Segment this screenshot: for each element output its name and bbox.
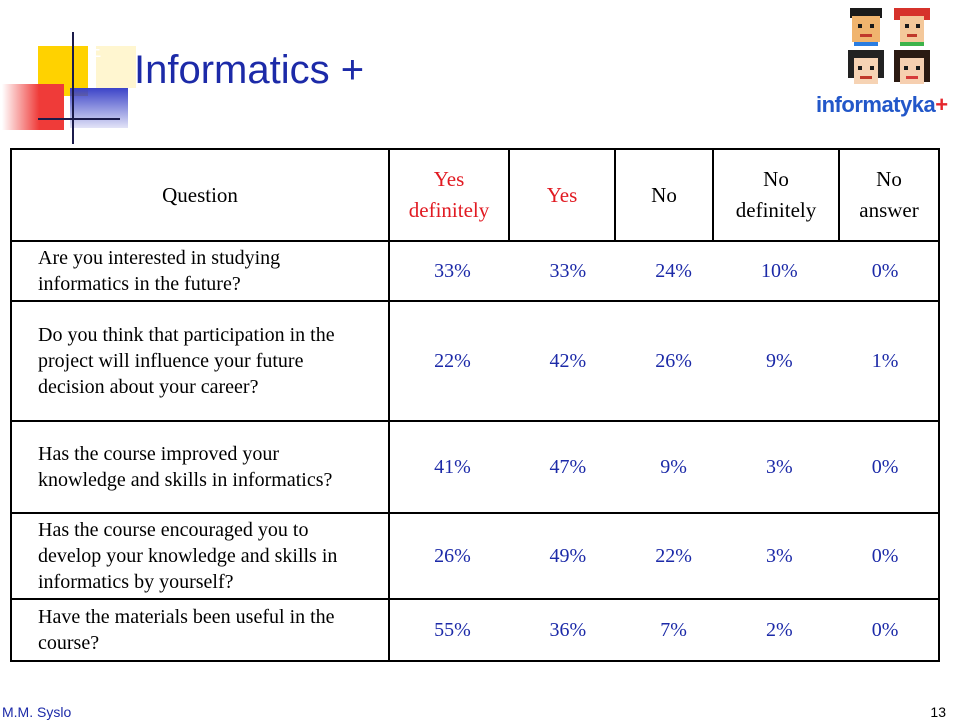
header-yes-definitely-line1: Yes — [433, 167, 465, 191]
question-cell — [11, 513, 389, 599]
face-icon-4 — [890, 48, 934, 88]
footer-page-number: 13 — [930, 704, 946, 720]
value-no: 9% — [660, 455, 687, 478]
value-yes-definitely: 33% — [434, 259, 471, 282]
table-row — [11, 599, 939, 661]
answers-cell — [389, 241, 939, 301]
value-yes: 33% — [549, 259, 587, 282]
table-row — [11, 513, 939, 599]
face-icon-2 — [890, 6, 934, 46]
decor-block-pale-yellow — [96, 46, 136, 88]
table-header-row — [11, 149, 939, 241]
table-row — [11, 301, 939, 421]
slide-title: Informatics + — [134, 48, 365, 92]
header-no-definitely — [713, 149, 839, 241]
value-yes: 36% — [549, 618, 587, 641]
question-line: Have the materials been useful in the — [38, 606, 335, 628]
question-cell — [11, 421, 389, 513]
decor-block-red — [2, 84, 64, 130]
header-no: No — [615, 149, 713, 241]
face-icon-3 — [844, 48, 888, 88]
header-no-answer-line2: answer — [859, 198, 919, 222]
question-line: Has the course encouraged you to — [38, 519, 309, 541]
question-line: Do you think that participation in the — [38, 324, 335, 346]
question-cell — [11, 241, 389, 301]
brand-wordmark — [816, 92, 948, 118]
brand-name: informatyka — [816, 92, 936, 117]
value-yes-definitely: 41% — [434, 455, 471, 478]
question-line: Has the course improved your — [38, 443, 280, 465]
question-line: develop your knowledge and skills in — [38, 545, 338, 567]
table-row — [11, 421, 939, 513]
brand-plus: + — [935, 92, 948, 117]
question-line: Are you interested in studying — [38, 247, 281, 269]
value-no-answer: 0% — [871, 618, 899, 641]
question-line: knowledge and skills in informatics? — [38, 469, 333, 491]
question-cell — [11, 599, 389, 661]
answers-cell — [389, 599, 939, 661]
header-no-answer-line1: No — [876, 167, 902, 191]
header-no-answer — [839, 149, 939, 241]
question-line: project will influence your future — [38, 350, 304, 372]
decor-block-blue — [70, 88, 128, 128]
value-no: 22% — [655, 544, 692, 567]
value-no-definitely: 9% — [766, 349, 793, 372]
question-cell — [11, 301, 389, 421]
value-no-definitely: 3% — [766, 455, 793, 478]
header-no-definitely-line2: definitely — [735, 198, 817, 222]
value-no-answer: 0% — [871, 455, 899, 478]
table-row — [11, 241, 939, 301]
question-line: informatics by yourself? — [38, 571, 234, 593]
header-question: Question — [11, 149, 389, 241]
footer-author: M.M. Syslo — [2, 704, 72, 720]
question-line: course? — [38, 632, 100, 654]
value-no: 24% — [655, 259, 692, 282]
value-no-definitely: 10% — [761, 259, 798, 282]
answers-cell — [389, 421, 939, 513]
value-yes: 47% — [549, 455, 587, 478]
question-line: decision about your career? — [38, 376, 259, 398]
question-line: informatics in the future? — [38, 273, 241, 295]
value-yes-definitely: 22% — [434, 349, 471, 372]
value-yes: 42% — [549, 349, 587, 372]
value-no-answer: 0% — [871, 544, 899, 567]
value-yes: 49% — [549, 544, 587, 567]
header-yes-definitely — [389, 149, 509, 241]
value-yes-definitely: 55% — [434, 618, 471, 641]
header-yes-definitely-line2: definitely — [408, 198, 490, 222]
value-yes-definitely: 26% — [434, 544, 471, 567]
decor-vertical-line — [72, 32, 74, 144]
answers-cell — [389, 301, 939, 421]
value-no-definitely: 2% — [766, 618, 793, 641]
value-no-answer: 0% — [871, 259, 899, 282]
decor-horizontal-line — [38, 118, 120, 120]
decor-letter: E — [88, 40, 102, 62]
value-no: 26% — [655, 349, 692, 372]
value-no-definitely: 3% — [766, 544, 793, 567]
value-no: 7% — [660, 618, 687, 641]
value-no-answer: 1% — [871, 349, 899, 372]
answers-cell — [389, 513, 939, 599]
survey-table — [10, 148, 940, 662]
header-yes: Yes — [509, 149, 615, 241]
face-icon-1 — [844, 6, 888, 46]
header-no-definitely-line1: No — [763, 167, 789, 191]
